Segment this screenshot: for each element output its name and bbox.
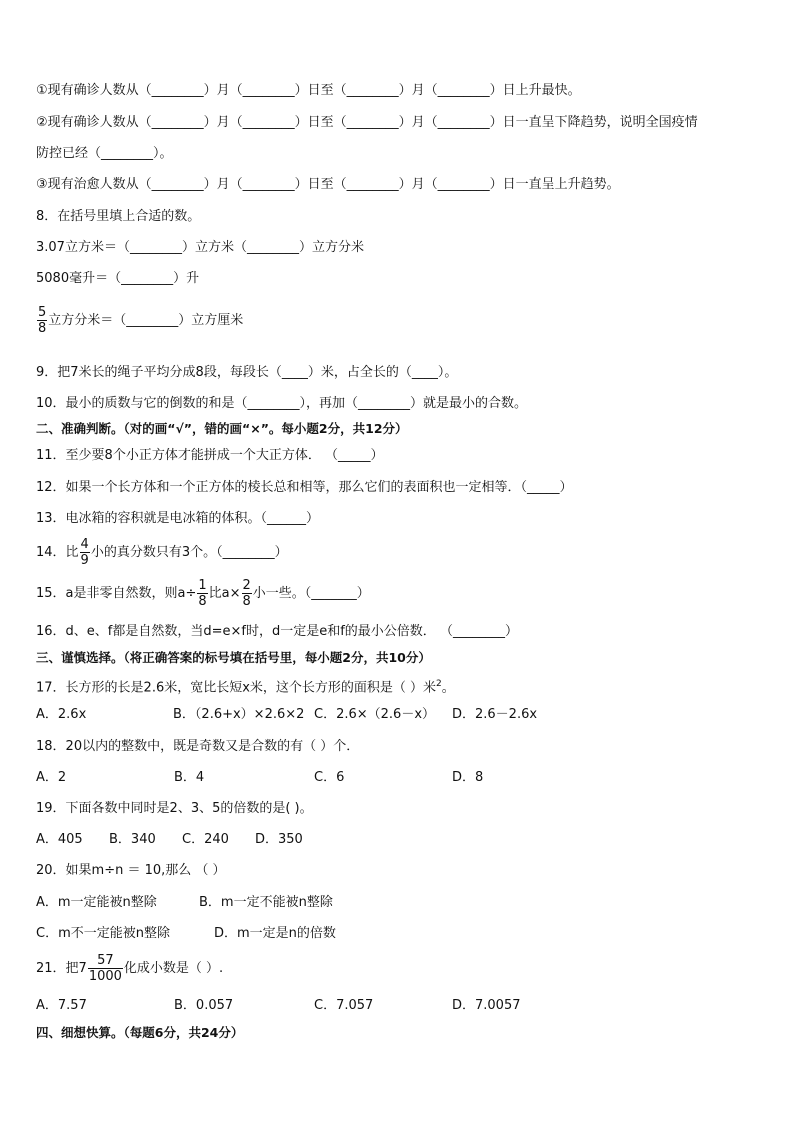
- q19: 19．下面各数中同时是2、3、5的倍数的是( )。: [36, 801, 313, 816]
- option-b[interactable]: B．（2.6+x）×2.6×2: [173, 707, 305, 722]
- option-d[interactable]: D．7.0057: [452, 998, 521, 1013]
- option-a[interactable]: A．m一定能被n整除: [36, 895, 157, 910]
- q17-stem: 17．长方形的长是2.6米，宽比长短x米，这个长方形的面积是（ ）米: [36, 680, 437, 696]
- fraction: [242, 578, 252, 609]
- q21-pre: 21．把7: [36, 961, 87, 976]
- denominator: 8: [198, 594, 207, 609]
- q11: 11．至少要8个小正方体才能拼成一个大正方体． （_____）: [36, 448, 384, 463]
- q18: 18．20以内的整数中，既是奇数又是合数的有（ ）个．: [36, 739, 360, 754]
- fraction: [197, 578, 207, 609]
- q7-line2-cont: 防控已经（________）。: [36, 146, 173, 161]
- option-c[interactable]: C．240: [182, 832, 229, 847]
- q14-post: 小的真分数只有3个。（________）: [90, 545, 288, 560]
- q8-title: 8．在括号里填上合适的数。: [36, 209, 201, 224]
- numerator: 57: [88, 953, 123, 969]
- numerator: 5: [38, 305, 47, 320]
- q20-options-row1: [36, 894, 333, 912]
- option-d[interactable]: D．8: [452, 770, 484, 785]
- q15-post: 小一些。（_______）: [252, 586, 370, 601]
- q12: 12．如果一个长方体和一个正方体的棱长总和相等，那么它们的表面积也一定相等．（_____）: [36, 480, 573, 495]
- q17: [36, 675, 455, 697]
- q21-options: [36, 997, 521, 1015]
- q21: [36, 953, 223, 984]
- q18-options: [36, 769, 483, 787]
- superscript: 2: [436, 679, 442, 689]
- section-3-header: 三、谨慎选择。（将正确答案的标号填在括号里，每小题2分，共10分）: [36, 650, 431, 665]
- denominator: 8: [38, 321, 47, 336]
- option-c[interactable]: C．7.057: [314, 998, 374, 1013]
- denominator: 9: [80, 553, 89, 568]
- q7-line3: ③现有治愈人数从（________）月（________）日至（________）月（________）日一直呈上升趋势。: [36, 177, 620, 192]
- option-a[interactable]: A．405: [36, 832, 83, 847]
- q16: 16．d、e、f都是自然数，当d=e×f时，d一定是e和f的最小公倍数． （________）: [36, 624, 518, 639]
- q9: 9．把7米长的绳子平均分成8段，每段长（____）米，占全长的（____）。: [36, 365, 458, 380]
- option-c[interactable]: C．6: [314, 770, 345, 785]
- option-a[interactable]: A．2: [36, 770, 67, 785]
- denominator: 8: [242, 594, 251, 609]
- numerator: 4: [80, 537, 89, 552]
- option-c[interactable]: C．2.6×（2.6－x）: [314, 707, 436, 722]
- option-b[interactable]: B．340: [109, 832, 156, 847]
- q14-pre: 14．比: [36, 545, 79, 560]
- q13: 13．电冰箱的容积就是电冰箱的体积。（______）: [36, 511, 320, 526]
- q21-post: 化成小数是（ ）.: [123, 961, 224, 976]
- numerator: 1: [198, 578, 207, 593]
- q8-a: 3.07立方米＝（________）立方米（________）立方分米: [36, 240, 364, 255]
- option-d[interactable]: D．2.6－2.6x: [452, 707, 538, 722]
- option-a[interactable]: A．2.6x: [36, 707, 87, 722]
- q15-pre: 15．a是非零自然数，则a÷: [36, 586, 197, 601]
- q14: [36, 537, 288, 568]
- q7-line1: ①现有确诊人数从（________）月（________）日至（________）月（________）日上升最快。: [36, 83, 581, 98]
- q17-options: [36, 706, 537, 724]
- numerator: 2: [242, 578, 251, 593]
- section-2-header: 二、准确判断。（对的画“√”，错的画“×”。每小题2分，共12分）: [36, 421, 408, 436]
- q8-b: 5080毫升＝（________）升: [36, 271, 200, 286]
- option-c[interactable]: C．m不一定能被n整除: [36, 926, 170, 941]
- q8-c-text: 立方分米＝（________）立方厘米: [48, 313, 244, 328]
- q20-options-row2: [36, 925, 336, 943]
- fraction: [37, 305, 47, 336]
- option-d[interactable]: D．m一定是n的倍数: [214, 926, 336, 941]
- q7-line2: ②现有确诊人数从（________）月（________）日至（________）月（________）日一直呈下降趋势，说明全国疫情: [36, 115, 698, 130]
- option-d[interactable]: D．350: [255, 832, 303, 847]
- q10: 10．最小的质数与它的倒数的和是（________），再加（________）就是最小的合数。: [36, 396, 528, 411]
- fraction: [88, 953, 123, 984]
- q15-mid: 比a×: [208, 586, 241, 601]
- q8-c: [36, 305, 243, 336]
- fraction: [80, 537, 90, 568]
- section-4-header: 四、细想快算。（每题6分，共24分）: [36, 1025, 244, 1040]
- option-a[interactable]: A．7.57: [36, 998, 87, 1013]
- q15: [36, 578, 370, 609]
- q17-end: 。: [441, 680, 455, 696]
- option-b[interactable]: B．4: [174, 770, 205, 785]
- q19-options: [36, 831, 303, 849]
- option-b[interactable]: B．m一定不能被n整除: [199, 895, 333, 910]
- q20: 20．如果m÷n ＝ 10,那么 （ ）: [36, 863, 226, 878]
- denominator: 1000: [88, 969, 122, 984]
- option-b[interactable]: B．0.057: [174, 998, 234, 1013]
